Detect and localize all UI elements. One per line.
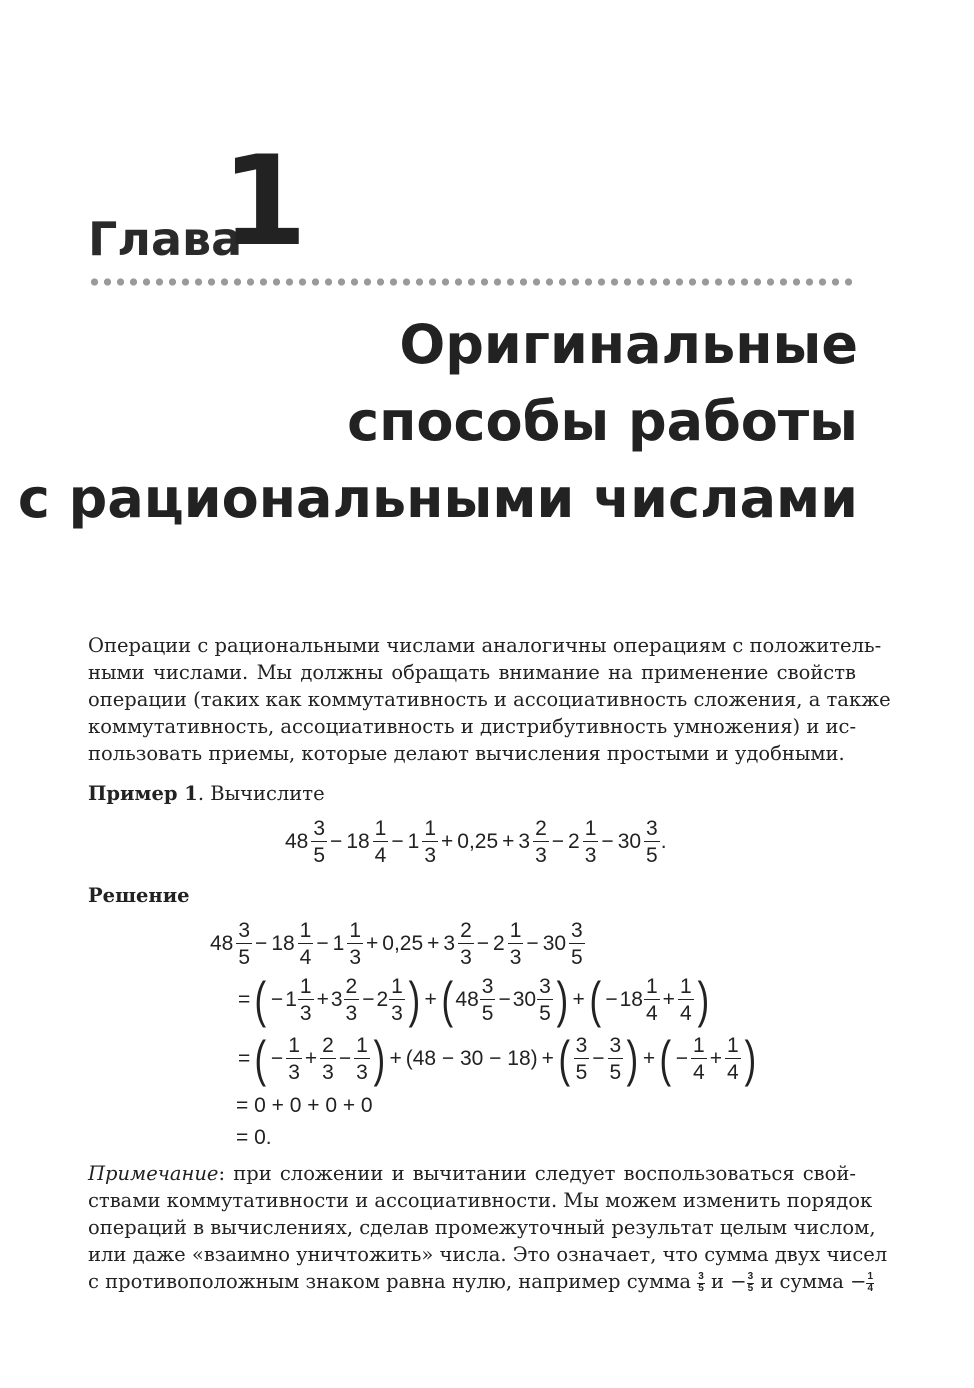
- intro-line: операции (таких как коммутативность и ассоциативность сложения, а также: [88, 688, 891, 711]
- math-token: 1: [407, 830, 420, 853]
- title-line: с рациональными числами: [17, 467, 858, 530]
- intro-line: Операции с рациональными числами аналогичны операциям с положитель-: [88, 634, 882, 657]
- math-token: +: [441, 830, 454, 853]
- fraction: $\frac{2}{3}$: [535, 817, 547, 867]
- fraction: $\frac{1}{3}$: [584, 817, 597, 867]
- intro-line: пользовать приемы, которые делают вычисления простыми и удобными.: [88, 742, 845, 765]
- math-token: −: [330, 830, 343, 853]
- note-line: Примечание: при сложении и вычитании следует воспользоваться свой-: [88, 1162, 856, 1185]
- intro-line: коммутативность, ассоциативность и дистрибутивность умножения) и ис-: [88, 715, 857, 738]
- fraction: $\frac{1}{3}$: [424, 817, 436, 867]
- math-token: −: [391, 830, 404, 853]
- math-token: 3: [518, 830, 531, 853]
- math-token: 2: [568, 830, 580, 853]
- fraction: $\frac{3}{5}$: [313, 817, 326, 867]
- math-token: −: [601, 830, 614, 853]
- chapter-word: Глава: [88, 212, 243, 266]
- math-token: +: [502, 830, 515, 853]
- title-line: Оригинальные: [399, 313, 858, 376]
- chapter-number: 1: [221, 130, 308, 274]
- note-line: операций в вычислениях, сделав промежуточный результат целым числом,: [88, 1216, 876, 1239]
- chapter-title: [18, 306, 858, 537]
- solution-line-2: = ( − 1 $\frac{1}{3}$ + 3 $\frac{2}{3}$ − 2 $\frac{1}{3}$ ) + ( 48 $\frac{3}{5}$ − 30 $\frac{3}{5}$ ) + ( − 18 $\frac{1}{4}$ + $\frac{1}{4}$ ): [238, 972, 709, 1028]
- solution-line-4: = 0 + 0 + 0 + 0: [236, 1094, 373, 1117]
- solution-line-1: 48 $\frac{3}{5}$ − 18 $\frac{1}{4}$ − 1 $\frac{1}{3}$ + 0,25 + 3 $\frac{2}{3}$ − 2 $\frac{1}{3}$ − 30 $\frac{3}{5}$: [210, 919, 583, 969]
- math-token: 30: [617, 830, 642, 853]
- example-label: Пример 1: [88, 782, 198, 805]
- note-label: Примечание: [88, 1162, 219, 1185]
- solution-label: Решение: [88, 884, 190, 907]
- note-line: с противоположным знаком равна нулю, например сумма $\frac{3}{5}$ и − $\frac{3}{5}$ и сумма − $\frac{1}{4}$: [88, 1270, 873, 1294]
- solution-heading: [88, 884, 190, 907]
- math-token: 0,25: [457, 830, 499, 853]
- dotted-divider: [88, 277, 858, 287]
- solution-line-5: = 0.: [236, 1126, 272, 1149]
- example-heading: [88, 782, 325, 805]
- note-line: или даже «взаимно уничтожить» числа. Это означает, что сумма двух чисел: [88, 1243, 888, 1266]
- fraction: $\frac{3}{5}$: [646, 817, 658, 867]
- math-token: 48: [285, 830, 309, 853]
- title-line: способы работы: [347, 390, 858, 453]
- example-expression: [283, 818, 667, 866]
- math-token: .: [660, 830, 667, 853]
- solution-line-3: = ( − $\frac{1}{3}$ + $\frac{2}{3}$ − $\frac{1}{3}$ ) + (48 − 30 − 18) + ( $\frac{3}{5}$ − $\frac{3}{5}$ ) + ( − $\frac{1}{4}$ + $\frac{1}{4}$ ): [238, 1031, 756, 1087]
- intro-paragraph: [88, 632, 891, 767]
- note-line: ствами коммутативности и ассоциативности. Мы можем изменить порядок: [88, 1189, 873, 1212]
- note-paragraph: [88, 1160, 888, 1295]
- math-token: 18: [346, 830, 370, 853]
- math-token: −: [551, 830, 565, 853]
- fraction: $\frac{1}{4}$: [374, 817, 387, 867]
- example-suffix: . Вычислите: [197, 782, 325, 805]
- intro-line: ными числами. Мы должны обращать внимание на применение свойств: [88, 661, 856, 684]
